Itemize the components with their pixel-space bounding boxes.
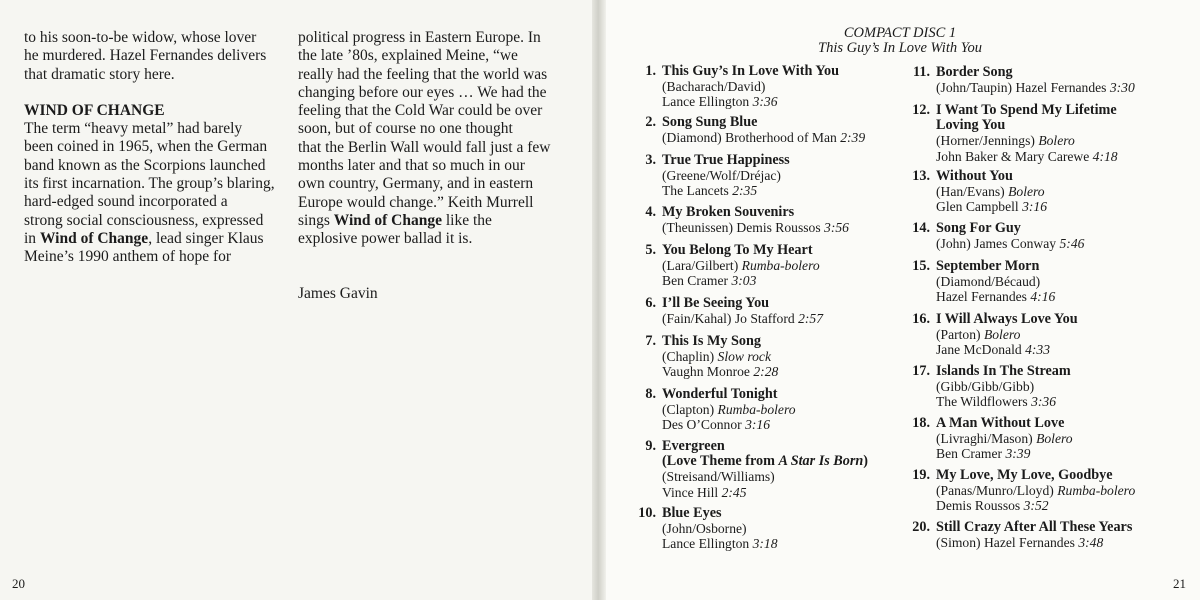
text-line: sings Wind of Change like the (298, 211, 492, 229)
track-title: Song Sung Blue (662, 114, 758, 130)
track-style: Rumba-bolero (1057, 483, 1136, 499)
track-composers: (Horner/Jennings) (936, 133, 1035, 149)
track-artist: Jo Stafford (734, 311, 795, 327)
track-artist: Vince Hill (662, 484, 719, 500)
text-line: political progress in Eastern Europe. In (298, 29, 541, 46)
track-composers: (Han/Evans) (936, 184, 1005, 200)
track-title: Without You (936, 168, 1013, 184)
text-line: that dramatic story here. (24, 65, 175, 83)
track-title: Islands In The Stream (936, 363, 1071, 379)
track-number: 15. (912, 258, 930, 274)
track-title: Blue Eyes (662, 505, 722, 521)
track-title-continued: Loving You (936, 117, 1006, 134)
track-number: 19. (912, 467, 930, 483)
track-number: 13. (912, 168, 930, 184)
track-duration: 3:36 (752, 94, 778, 110)
text-line: changing before our eyes … We had the (298, 83, 547, 101)
track-title: My Broken Souvenirs (662, 204, 795, 220)
page-number-left: 20 (12, 576, 25, 591)
track-title: Still Crazy After All These Years (936, 519, 1133, 535)
track-number: 1. (645, 63, 656, 79)
track-title: September Morn (936, 258, 1040, 274)
track-duration: 4:16 (1030, 289, 1056, 305)
track-duration: 3:48 (1078, 535, 1104, 551)
track-title: I’ll Be Seeing You (662, 295, 770, 311)
track-duration: 3:16 (745, 417, 770, 433)
track-number: 3. (645, 152, 656, 168)
track-composers: (Diamond/Bécaud) (936, 274, 1041, 290)
track-style: Slow rock (717, 349, 772, 365)
track-number: 10. (638, 505, 656, 521)
track-number: 6. (645, 295, 656, 311)
track-number: 16. (912, 311, 930, 327)
track-number: 2. (645, 114, 656, 130)
text-line: own country, Germany, and in eastern (298, 175, 534, 193)
track-number: 9. (645, 438, 656, 454)
book-gutter (592, 0, 606, 600)
track-title: True True Happiness (662, 152, 790, 168)
track-title: I Want To Spend My Lifetime (936, 102, 1117, 118)
track-composers: (Theunissen) (662, 220, 733, 236)
track-number: 17. (912, 363, 930, 379)
track-composers: (Livraghi/Mason) (936, 431, 1033, 447)
track-artist: Ben Cramer (662, 273, 729, 289)
track-duration: 3:30 (1109, 80, 1135, 96)
track-subtitle: (Love Theme from A Star Is Born) (662, 453, 869, 470)
track-composers: (John) (936, 236, 971, 252)
track-duration: 3:03 (731, 273, 757, 289)
track-artist: Des O’Connor (662, 417, 742, 433)
text-line: explosive power ballad it is. (298, 230, 473, 248)
track-duration: 3:52 (1023, 498, 1049, 514)
disc-subtitle: This Guy’s In Love With You (818, 40, 982, 56)
track-title: Wonderful Tonight (662, 386, 778, 402)
track-number: 18. (912, 415, 930, 431)
track-composers: (John/Osborne) (662, 521, 747, 537)
track-number: 7. (645, 333, 656, 349)
text-line: feeling that the Cold War could be over (298, 102, 543, 120)
track-title: Border Song (936, 64, 1013, 80)
song-title-bold: Wind of Change (39, 229, 149, 247)
text-line: band known as the Scorpions launched (24, 156, 266, 174)
track-duration: 3:39 (1005, 446, 1031, 462)
track-composers: (John/Taupin) (936, 80, 1013, 96)
text-line: in Wind of Change, lead singer Klaus (24, 229, 264, 247)
track-number: 4. (645, 204, 656, 220)
track-title: Evergreen (662, 438, 725, 454)
track-composers: (Parton) (936, 327, 981, 343)
text-line: that the Berlin Wall would fall just a few (298, 138, 551, 156)
track-duration: 3:16 (1022, 199, 1048, 215)
left-column-1 (24, 29, 286, 267)
left-page (0, 0, 596, 600)
track-artist: The Wildflowers (936, 394, 1028, 410)
track-duration: 4:33 (1025, 342, 1051, 358)
track-number: 20. (912, 519, 930, 535)
track-artist: Glen Campbell (936, 199, 1019, 215)
track-composers: (Simon) (936, 535, 981, 551)
track-artist: Hazel Fernandes (983, 535, 1075, 551)
track-composers: (Fain/Kahal) (662, 311, 732, 327)
track-composers: (Panas/Munro/Lloyd) (936, 483, 1054, 499)
track-title: My Love, My Love, Goodbye (936, 467, 1113, 483)
track-artist: Ben Cramer (936, 446, 1003, 462)
disc-header (600, 26, 1200, 56)
track-artist: Jane McDonald (936, 342, 1022, 358)
track-style: Bolero (1008, 184, 1045, 200)
track-number: 8. (645, 386, 656, 402)
author-signature: James Gavin (298, 284, 378, 302)
track-artist: Lance Ellington (662, 536, 750, 552)
track-artist: James Conway (974, 236, 1057, 252)
left-column-2 (298, 29, 566, 303)
track-duration: 5:46 (1059, 236, 1085, 252)
track-title: This Guy’s In Love With You (662, 63, 840, 79)
track-composers: (Greene/Wolf/Dréjac) (662, 168, 781, 184)
track-artist: Demis Roussos (736, 220, 821, 236)
text-line: to his soon-to-be widow, whose lover (24, 29, 257, 46)
track-style: Rumba-bolero (717, 402, 796, 418)
track-duration: 4:18 (1092, 148, 1118, 164)
track-number: 12. (912, 102, 930, 118)
song-title-bold: Wind of Change (333, 211, 442, 229)
text-line: he murdered. Hazel Fernandes delivers (24, 47, 267, 65)
track-style: Bolero (1036, 431, 1073, 447)
section-heading: WIND OF CHANGE (24, 101, 165, 119)
track-composers: (Diamond) (662, 130, 722, 146)
text-line: The term “heavy metal” had barely (24, 120, 243, 138)
track-duration: 3:36 (1031, 394, 1057, 410)
track-composers: (Clapton) (662, 402, 715, 418)
text-line: really had the feeling that the world was (298, 65, 548, 83)
track-title: A Man Without Love (936, 415, 1065, 431)
track-composers: (Chaplin) (662, 349, 715, 365)
track-number: 5. (645, 242, 656, 258)
track-artist: Hazel Fernandes (1015, 80, 1107, 96)
track-title: Song For Guy (936, 220, 1021, 236)
page-number-right: 21 (1173, 576, 1186, 591)
track-title: You Belong To My Heart (662, 242, 813, 258)
track-duration: 3:56 (824, 220, 849, 236)
text-line: Europe would change.” Keith Murrell (298, 193, 534, 211)
track-style: Bolero (1038, 133, 1075, 149)
text-line: months later and that so much in our (298, 157, 525, 175)
track-title: This Is My Song (662, 333, 761, 349)
track-artist: Hazel Fernandes (936, 289, 1027, 305)
track-artist: The Lancets (662, 183, 729, 199)
track-style: Bolero (983, 327, 1021, 343)
track-number: 14. (912, 220, 930, 236)
track-composers: (Lara/Gilbert) (662, 258, 739, 274)
text-line: been coined in 1965, when the German (24, 138, 268, 156)
track-duration: 2:57 (798, 311, 823, 327)
track-duration: 2:28 (753, 364, 779, 380)
text-line: soon, but of course no one thought (298, 120, 513, 138)
track-composers: (Streisand/Williams) (662, 469, 775, 485)
track-title: I Will Always Love You (936, 311, 1078, 327)
track-composers: (Bacharach/David) (662, 79, 766, 95)
track-style: Rumba-bolero (741, 258, 820, 274)
text-line: hard-edged sound incorporated a (24, 193, 228, 211)
track-artist: Vaughn Monroe (662, 364, 750, 380)
track-duration: 2:45 (721, 484, 747, 500)
text-line: Meine’s 1990 anthem of hope for (24, 248, 232, 266)
right-page (600, 0, 1200, 600)
text-line: its first incarnation. The group’s blaring, (24, 175, 275, 193)
track-composers: (Gibb/Gibb/Gibb) (936, 379, 1035, 395)
track-duration: 3:18 (752, 536, 778, 552)
text-line: the late ’80s, explained Meine, “we (298, 47, 518, 65)
track-number: 11. (913, 64, 930, 80)
track-artist: Lance Ellington (662, 94, 750, 110)
track-duration: 2:35 (732, 183, 758, 199)
track-duration: 2:39 (840, 130, 866, 146)
track-artist: Brotherhood of Man (725, 130, 837, 146)
track-artist: John Baker & Mary Carewe (936, 148, 1090, 164)
disc-label: COMPACT DISC 1 (843, 25, 957, 41)
text-line: strong social consciousness, expressed (24, 211, 264, 229)
track-artist: Demis Roussos (936, 498, 1021, 514)
